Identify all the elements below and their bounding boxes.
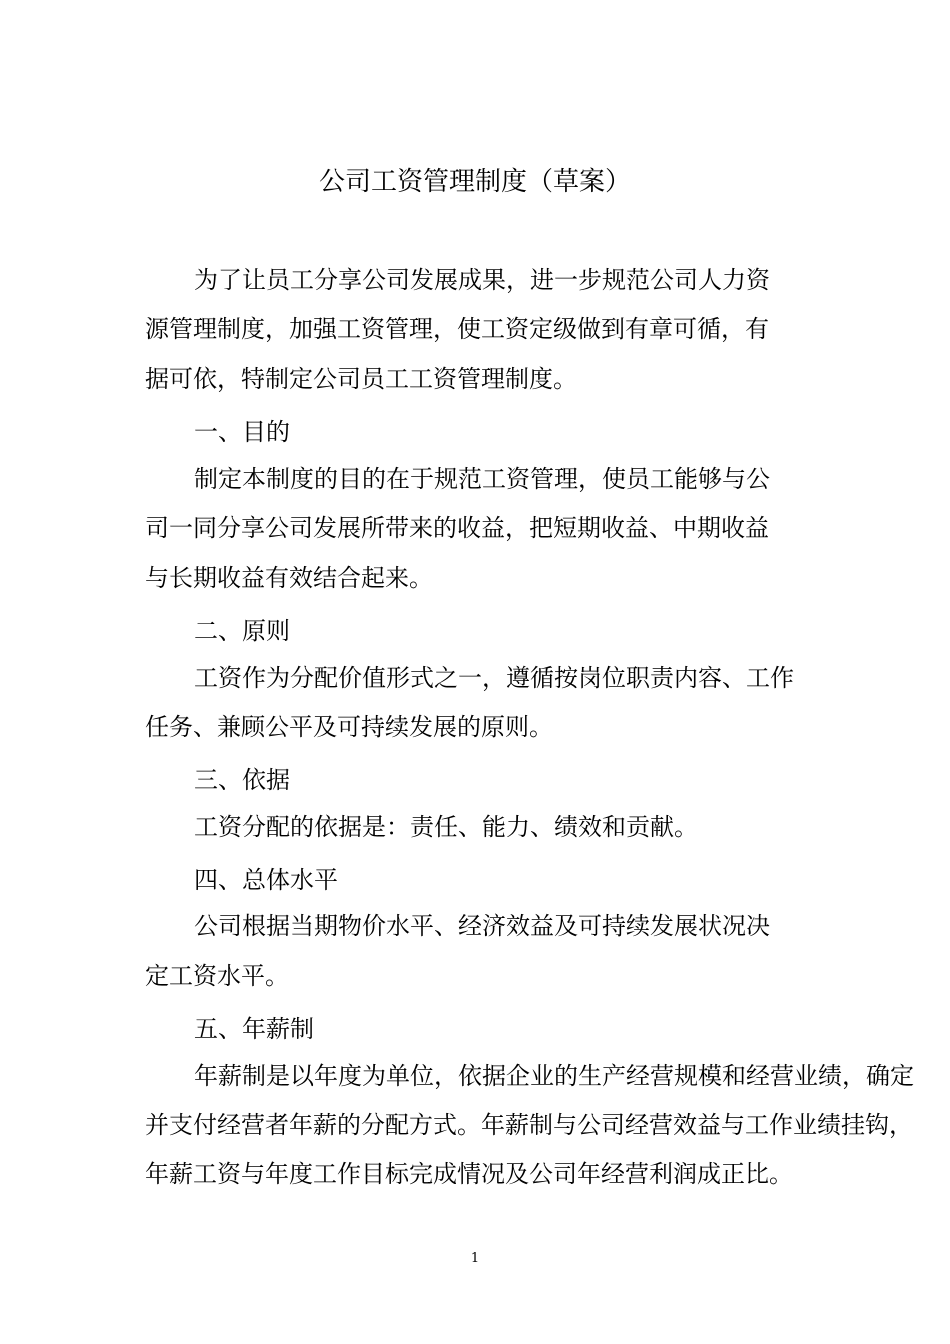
overall-level-line-2: 定工资水平。 bbox=[145, 962, 289, 990]
purpose-line-3: 与长期收益有效结合起来。 bbox=[145, 564, 433, 592]
principle-line-1: 工资作为分配价值形式之一，遵循按岗位职责内容、工作 bbox=[194, 664, 794, 692]
section-heading-annual-salary: 五、年薪制 bbox=[194, 1015, 314, 1043]
overall-level-line-1: 公司根据当期物价水平、经济效益及可持续发展状况决 bbox=[194, 912, 770, 940]
purpose-line-1: 制定本制度的目的在于规范工资管理，使员工能够与公 bbox=[194, 465, 770, 493]
section-heading-overall-level: 四、总体水平 bbox=[194, 866, 338, 894]
section-heading-purpose: 一、目的 bbox=[194, 418, 290, 446]
basis-line-1: 工资分配的依据是：责任、能力、绩效和贡献。 bbox=[194, 813, 698, 841]
annual-salary-line-1: 年薪制是以年度为单位，依据企业的生产经营规模和经营业绩，确定 bbox=[194, 1062, 914, 1090]
annual-salary-line-2: 并支付经营者年薪的分配方式。年薪制与公司经营效益与工作业绩挂钩， bbox=[145, 1111, 913, 1139]
section-heading-basis: 三、依据 bbox=[194, 766, 290, 794]
intro-line-2: 源管理制度，加强工资管理，使工资定级做到有章可循，有 bbox=[145, 315, 769, 343]
annual-salary-line-3: 年薪工资与年度工作目标完成情况及公司年经营利润成正比。 bbox=[145, 1160, 793, 1188]
page-number: 1 bbox=[470, 1251, 480, 1266]
purpose-line-2: 司一同分享公司发展所带来的收益，把短期收益、中期收益 bbox=[145, 514, 769, 542]
principle-line-2: 任务、兼顾公平及可持续发展的原则。 bbox=[145, 713, 553, 741]
intro-line-1: 为了让员工分享公司发展成果，进一步规范公司人力资 bbox=[194, 266, 770, 294]
document-title: 公司工资管理制度（草案） bbox=[318, 167, 631, 197]
section-heading-principle: 二、原则 bbox=[194, 617, 290, 645]
intro-line-3: 据可依，特制定公司员工工资管理制度。 bbox=[145, 365, 577, 393]
